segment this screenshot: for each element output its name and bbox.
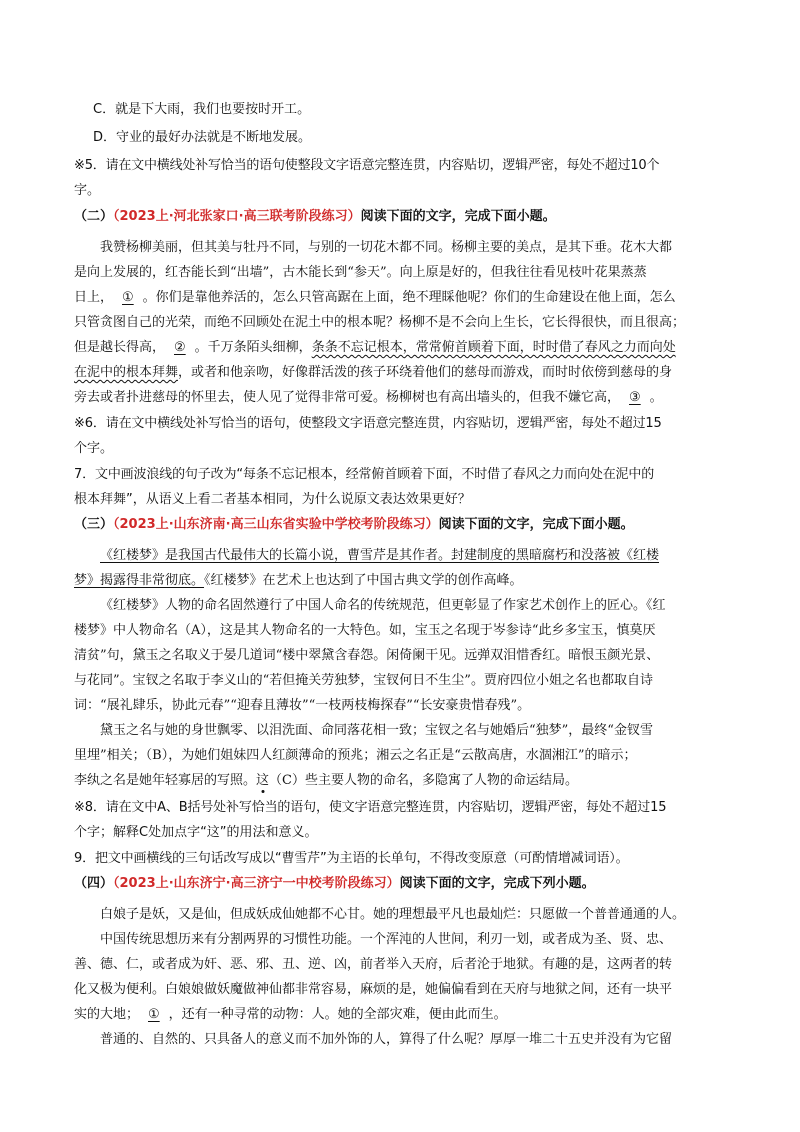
passage-2-line: 是向上发展的，红杏能长到“出墙”，古木能长到“参天”。向上原是好的，但我往往看见枝叶花果蒸蒸 — [74, 265, 647, 280]
section-4-source: （2023上·山东济宁·高三济宁一中校考阶段练习） — [113, 876, 400, 891]
passage-2-line: 在泥中的根本拜舞，或者和他亲吻，好像群活泼的孩子环绕着他们的慈母而游戏，而时时依傍到慈母的身 — [74, 365, 673, 380]
blank-1: ① — [148, 1007, 160, 1022]
passage-3-line: 清贫”句，黛玉之名取义于晏几道词“楼中翠黛含春怨。闲倚阑干见。远弹双泪惜香红。暗恨玉颜光景、 — [74, 648, 660, 663]
passage-4-line: 白娘子是妖，又是仙，但成妖成仙她都不心甘。她的理想最平凡也最灿烂：只愿做一个普普通通的人。 — [100, 907, 686, 922]
passage-4-line: 普通的、自然的、只具备人的意义而不加外饰的人，算得了什么呢？厚厚一堆二十五史并没有为它留 — [100, 1032, 673, 1047]
passage-2-line: 旁去或者扑进慈母的怀里去，使人见了觉得非常可爱。杨柳树也有高出墙头的，但我不嫌它高， ③ 。 — [74, 390, 663, 405]
option-d: D．守业的最好办法就是不断地发展。 — [93, 130, 312, 145]
passage-2-line: 日上， ① 。你们是靠他养活的，怎么只管高踞在上面，绝不理睬他呢？你们的生命建设在他上面，怎么 — [74, 290, 676, 305]
underlined-sentence-cont: 梦》揭露得非常彻底。 — [74, 573, 205, 588]
passage-3-line: 与花同”。宝钗之名取于李义山的“若但掩关劳独梦，宝钗何日不生尘”。贾府四位小姐之名也都取自诗 — [74, 673, 653, 688]
section-3-source: （2023上·山东济南·高三山东省实验中学校考阶段练习） — [113, 517, 439, 532]
question-5: ※5．请在文中横线处补写恰当的语句使整段文字语意完整连贯，内容贴切，逻辑严密，每处不超过10个 — [74, 158, 660, 173]
passage-3-line: 《红楼梦》人物的命名固然遵行了中国人命名的传统规范，但更彰显了作家艺术创作上的匠心。《红 — [100, 598, 666, 613]
passage-3-line: 词：“展礼肆乐，协此元春”“迎春且薄妆”“一枝两枝梅探春”“长安豪贵惜春残”。 — [74, 698, 531, 713]
passage-3-line: 李纨之名是她年轻寡居的写照。这（C）些主要人物的命名，多隐寓了人物的命运结局。 — [74, 773, 578, 788]
passage-4-line: 化又极为便利。白娘娘做妖魔做神仙都非常容易，麻烦的是，她偏偏看到在天府与地狱之间，还有一块平 — [74, 982, 673, 997]
passage-3-line — [100, 544, 659, 563]
question-8: ※8．请在文中A、B括号处补写恰当的语句，使文字语意完整连贯，内容贴切，逻辑严密，每处不超过15 — [74, 800, 667, 815]
wavy-underlined-sentence: 条条不忘记根本，常常俯首顾着下面，时时借了春风之力而向处 — [311, 340, 676, 355]
question-5-cont: 字。 — [74, 183, 101, 198]
section-2-header: （二）（2023上·河北张家口·高三联考阶段练习）阅读下面的文字，完成下面小题。 — [74, 209, 556, 224]
passage-3-line: 楼梦》中人物命名（A），这是其人物命名的一大特色。如，宝玉之名现于岑参诗“此乡多宝玉，慎莫厌 — [74, 623, 656, 638]
blank-2: ② — [174, 340, 186, 355]
wavy-underlined-sentence-cont: 在泥中的根本拜舞 — [74, 365, 179, 380]
section-2-source: （2023上·河北张家口·高三联考阶段练习） — [113, 209, 361, 224]
question-7-cont: 根本拜舞”，从语义上看二者基本相同，为什么说原文表达效果更好？ — [74, 492, 471, 507]
section-4-header: （四）（2023上·山东济宁·高三济宁一中校考阶段练习）阅读下面的文字，完成下列小题。 — [74, 876, 595, 891]
passage-4-line: 实的大地； ① ，还有一种寻常的动物：人。她的全部灾难，便由此而生。 — [74, 1007, 507, 1022]
blank-3: ③ — [629, 390, 641, 405]
passage-2-line: 只管贪图自己的光荣，而绝不回顾处在泥土中的根本呢？杨柳不是不会向上生长，它长得很快，而且很高； — [74, 315, 686, 330]
question-8-cont: 个字；解释C处加点字“这”的用法和意义。 — [74, 825, 318, 840]
underlined-sentence: 《红楼梦》是我国古代最伟大的长篇小说，曹雪芹是其作者。封建制度的黑暗腐朽和没落被《红楼 — [100, 548, 660, 563]
passage-2-line: 我赞杨柳美丽，但其美与牡丹不同，与别的一切花木都不同。杨柳主要的美点，是其下垂。花木大都 — [100, 240, 673, 255]
passage-4-line: 善、德、仁，或者成为奸、恶、邪、丑、逆、凶，前者举入天府，后者沦于地狱。有趣的是，这两者的转 — [74, 957, 673, 972]
passage-4-line: 中国传统思想历来有分割两界的习惯性功能。一个浑沌的人世间，利刃一划，或者成为圣、贤、忠、 — [100, 932, 673, 947]
question-9: 9．把文中画横线的三句话改写成以“曹雪芹”为主语的长单句，不得改变原意（可酌情增减词语）。 — [74, 851, 629, 866]
question-7: 7．文中画波浪线的句子改为“每条不忘记根本，经常俯首顾着下面，不时借了春风之力而向处在泥中的 — [74, 467, 655, 482]
passage-3-line: 里埋”相关；（B），为她们姐妹四人红颜薄命的预兆；湘云之名正是“云散高唐，水涸湘江”的暗示； — [74, 748, 637, 763]
emphasis-dot-char: 这 — [256, 773, 270, 788]
question-6-cont: 个字。 — [74, 441, 114, 456]
passage-2-line: 但是越长得高， ② 。千万条陌头细柳，条条不忘记根本，常常俯首顾着下面，时时借了春风之力而向处 — [74, 340, 676, 355]
passage-3-line: 黛玉之名与她的身世飘零、以泪洗面、命同落花相一致；宝钗之名与她婚后“独梦”，最终“金钗雪 — [100, 723, 653, 738]
option-c: C．就是下大雨，我们也要按时开工。 — [93, 102, 311, 117]
question-6: ※6．请在文中横线处补写恰当的语句，使整段文字语意完整连贯，内容贴切，逻辑严密，每处不超过15 — [74, 416, 662, 431]
passage-3-line: 梦》揭露得非常彻底。《红楼梦》在艺术上也达到了中国古典文学的创作高峰。 — [74, 573, 523, 588]
blank-1: ① — [122, 290, 134, 305]
section-3-header: （三）（2023上·山东济南·高三山东省实验中学校考阶段练习）阅读下面的文字，完成下面小题。 — [74, 517, 634, 532]
